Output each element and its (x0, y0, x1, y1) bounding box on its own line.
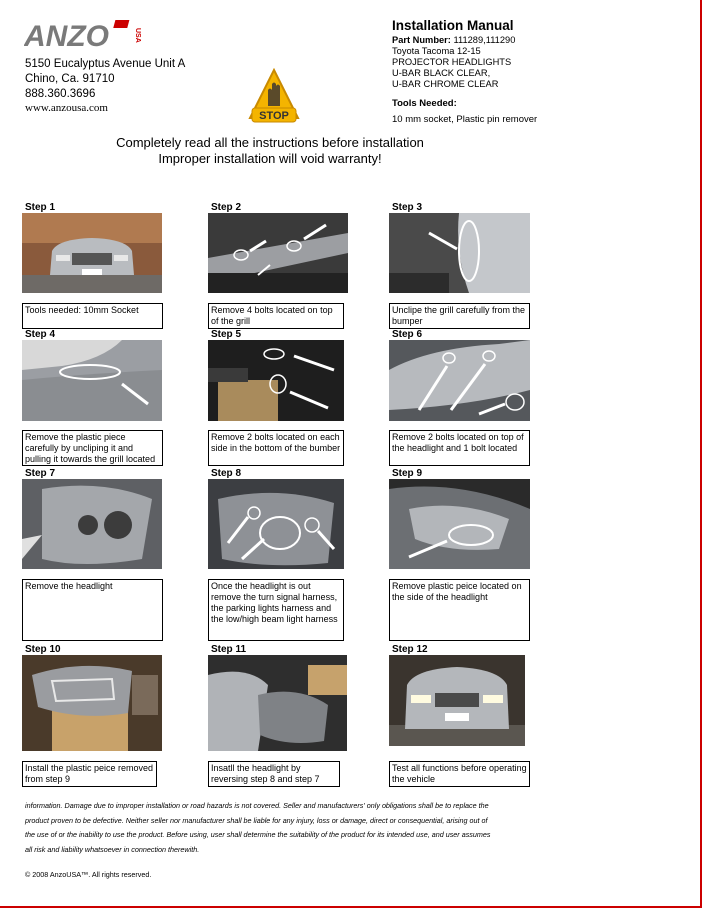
manual-title: Installation Manual (392, 18, 514, 33)
tools-needed-label: Tools Needed: (392, 98, 457, 109)
step-8-caption: Once the headlight is out remove the turn signal harness, the parking lights harness and the low/high beam light harness (208, 579, 344, 641)
part-number-value: 111289,111290 (453, 35, 516, 45)
step-6-label: Step 6 (392, 329, 423, 340)
step-4-photo (22, 340, 162, 421)
step-1-caption: Tools needed: 10mm Socket (22, 303, 163, 329)
step-3-caption: Unclipe the grill carefully from the bumper (389, 303, 530, 329)
step-11-photo (208, 655, 347, 751)
step-12-caption: Test all functions before operating the vehicle (389, 761, 530, 787)
step-5-label: Step 5 (211, 329, 242, 340)
step-3-label: Step 3 (392, 202, 423, 213)
step-6-photo (389, 340, 530, 421)
step-5-caption: Remove 2 bolts located on each side in the bottom of the bumber (208, 430, 344, 466)
product-variant-1: U-BAR BLACK CLEAR, (392, 68, 491, 78)
step-10-label: Step 10 (25, 644, 61, 655)
step-9-label: Step 9 (392, 468, 423, 479)
step-12-photo (389, 655, 525, 746)
step-4-caption: Remove the plastic piece carefully by uncliping it and pulling it towards the grill located (22, 430, 163, 466)
address-line-1: 5150 Eucalyptus Avenue Unit A (25, 58, 186, 70)
step-11-label: Step 11 (211, 644, 247, 655)
step-5-photo (208, 340, 344, 421)
part-number (392, 35, 515, 45)
notice-line-1: Completely read all the instructions before installation (116, 135, 424, 150)
tools-needed-value: 10 mm socket, Plastic pin remover (392, 114, 538, 125)
step-3-photo (389, 213, 530, 293)
step-8-photo (208, 479, 344, 569)
step-2-label: Step 2 (211, 202, 242, 213)
svg-text:USA: USA (134, 28, 141, 43)
svg-text:ANZO: ANZO (24, 20, 109, 53)
product-variant-2: U-BAR CHROME CLEAR (392, 79, 499, 89)
phone-number: 888.360.3696 (25, 88, 96, 100)
step-6-caption: Remove 2 bolts located on top of the headlight and 1 bolt located (389, 430, 530, 466)
address-line-2: Chino, Ca. 91710 (25, 73, 115, 85)
step-1-label: Step 1 (25, 202, 56, 213)
notice-line-2: Improper installation will void warranty! (158, 151, 382, 166)
step-2-photo (208, 213, 348, 293)
product-type: PROJECTOR HEADLIGHTS (392, 57, 512, 67)
step-9-photo (389, 479, 530, 569)
stop-text: STOP (259, 110, 289, 122)
copyright-notice: © 2008 AnzoUSA™. All rights reserved. (25, 870, 152, 879)
part-number-label: Part Number: (392, 35, 451, 45)
stop-hand-icon (248, 68, 300, 124)
step-11-caption: Insatll the headlight by reversing step 8 and step 7 (208, 761, 340, 787)
step-8-label: Step 8 (211, 468, 242, 479)
step-2-caption: Remove 4 bolts located on top of the grill (208, 303, 344, 329)
step-7-label: Step 7 (25, 468, 56, 479)
vehicle-model: Toyota Tacoma 12-15 (392, 46, 481, 56)
step-7-caption: Remove the headlight (22, 579, 163, 641)
step-4-label: Step 4 (25, 329, 56, 340)
website-link[interactable]: www.anzousa.com (25, 102, 108, 114)
step-10-caption: Install the plastic peice removed from step 9 (22, 761, 157, 787)
step-12-label: Step 12 (392, 644, 428, 655)
anzo-logo (24, 14, 154, 54)
step-9-caption: Remove plastic peice located on the side of the headlight (389, 579, 530, 641)
step-10-photo (22, 655, 162, 751)
step-7-photo (22, 479, 162, 569)
warranty-disclaimer: information. Damage due to improper installation or road hazards is not covered. Seller and manufacturers' only obligations shall be to replace the product proven to be defective. Neither seller nor manufacturer shall be liable for any injury, loss or damage, direct or consequential, arising out of the use of or the inability to use the product. Before using, user shall determine the suitability of the product for its intended use, and user assumes all risk and liability whatsoever in connection therewith. (25, 801, 491, 854)
step-1-photo (22, 213, 162, 293)
